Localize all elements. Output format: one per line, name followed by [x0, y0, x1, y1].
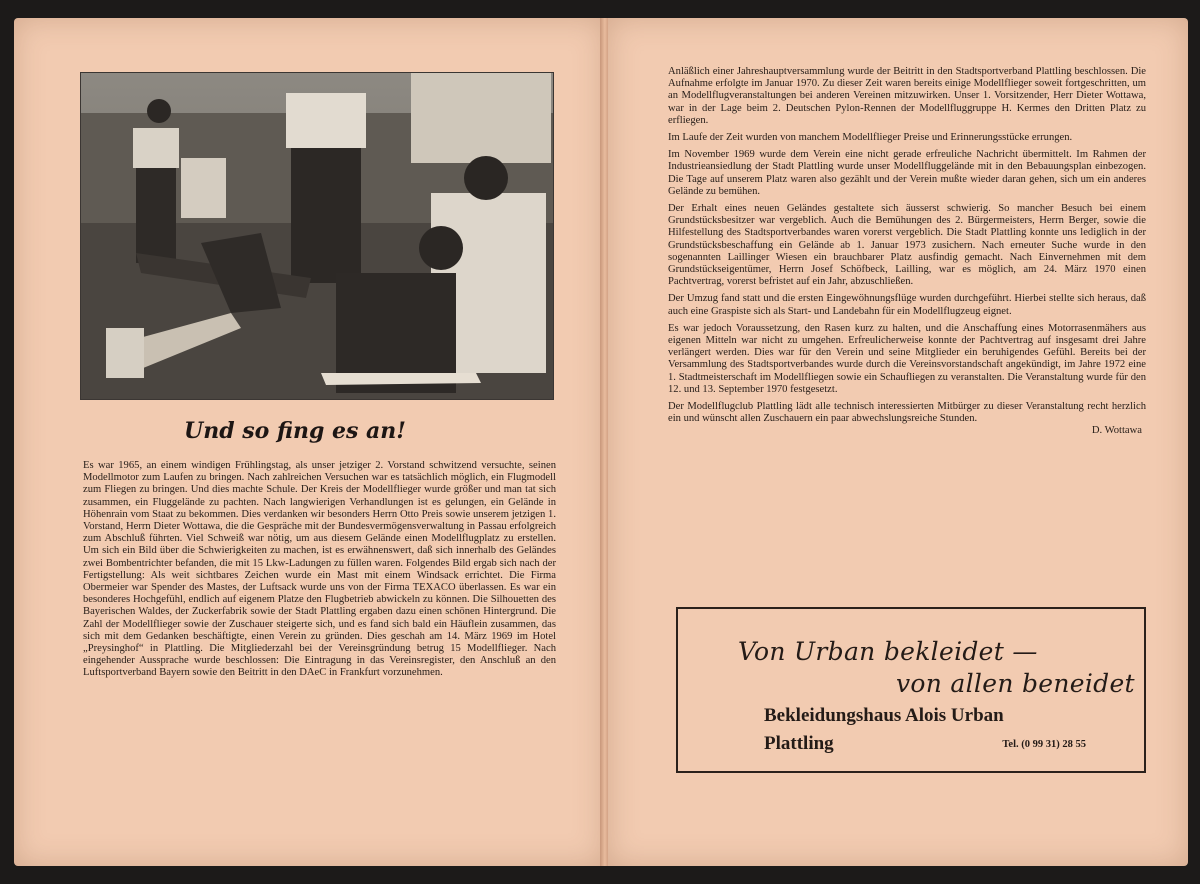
left-body-text [83, 460, 556, 680]
paragraph-1: Anläßlich einer Jahreshauptversammlung wurde der Beitritt in den Stadtsportverband Plattling beschlossen. Die Aufnahme erfolgte im Januar 1970. Zu dieser Zeit waren bereits einige Modellflieger soweit fortgeschritten, um an Modellflugveranstaltungen bei anderen Vereinen mitzuwirken. Unser 1. Vorsitzender, Herr Dieter Wottawa, war in der Lage beim 2. Deutschen Pylon-Rennen der Modellfluggruppe H. Kermes den Dritten Platz zu erfliegen. [668, 66, 1146, 126]
ad-slogan-line1: Von Urban bekleidet — [738, 637, 1038, 666]
paragraph-3: Im November 1969 wurde dem Verein eine nicht gerade erfreuliche Nachricht übermittelt. Im Rahmen der Industrieansiedlung der Stadt Plattling wurde unser Modellfluggelände mit in den Bebauungsplan einbezogen. Die Tage auf unserem Platz waren also gezählt und der Verein mußte wieder daran gehen, sich um ein anderes Gelände zu bemühen. [668, 149, 1146, 197]
ad-slogan-line2: von allen beneidet [896, 669, 1135, 698]
advertisement-box [676, 607, 1146, 773]
paragraph-4: Der Erhalt eines neuen Geländes gestaltete sich äusserst schwierig. So mancher Besuch bei einem Grundstücksbesitzer war vergeblich. Auch die Bemühungen des 2. Bürgermeisters, Herrn Berger, sowie die Hilfestellung des Stadtsportverbandes waren vorerst vergeblich. Die Stadt Plattling konnte uns lediglich in der Grundstücksbeschaffung ein Gelände ab 1. Januar 1973 zusichern. Nach erneuter Suche wurde in den sogenannten Laillinger Wiesen ein brauchbarer Platz ausfindig gemacht. Nach Einvernehmen mit dem Grundstückseigentümer, Herrn Josef Schöfbeck, Lailling, war es möglich, am 24. März 1970 einen Pachtvertrag, vorerst befristet auf ein Jahr, abzuschließen. [668, 203, 1146, 288]
paragraph-6: Es war jedoch Voraussetzung, den Rasen kurz zu halten, und die Anschaffung eines Motorrasenmähers aus eigenen Mitteln war nicht zu umgehen. Erfreulicherweise konnte der Pachtvertrag auf insgesamt drei Jahre verlängert werden. Dies war für den Verein und seine Mitglieder ein beruhigendes Gefühl. Bereits bei der Versammlung des Stadtsportverbandes wurde durch die Vereinsvorstandschaft angekündigt, im Jahre 1972 eine 1. Stadtmeisterschaft im Modellfliegen sowie ein Schaufliegen zu veranstalten. Die Veranstaltung wurde für den 12. und 13. September 1970 festgesetzt. [668, 322, 1146, 395]
ad-city: Plattling [764, 733, 834, 754]
model-airplane-photo [80, 72, 554, 400]
signature: D. Wottawa [1091, 425, 1142, 437]
ad-phone: Tel. (0 99 31) 28 55 [1002, 739, 1086, 750]
left-body-paragraph: Es war 1965, an einem windigen Frühlingstag, als unser jetziger 2. Vorstand schwitzend versuchte, seinen Modellmotor zum Laufen zu bringen. Nach zahlreichen Versuchen war es tatsächlich möglich, ein Flugmodell zum Fliegen zu bringen. Und dies machte Schule. Der Kreis der Modellflieger wurde größer und man tat sich zusammen, ein Fluggelände zu pachten. Nach langwierigen Verhandlungen ist es gelungen, ein Gelände in Höhenrain vom Staat zu bekommen. Dies verdanken wir besonders Herrn Otto Preis sowie unserem jetzigen 1. Vorstand, Herrn Dieter Wottawa, die die Gespräche mit der Bundesvermögensverwaltung in Passau erfolgreich zum Abschluß führten. Viel Schweiß war nötig, um aus diesem Gelände einen Modellflugplatz zu erstellen. Um sich ein Bild über die Schwierigkeiten zu machen, ist es erwähnenswert, daß sich innerhalb des Geländes zwei Bombentrichter befanden, die mit 15 Lkw-Ladungen zu füllen waren. Folgendes Bild ergab sich nach der Fertigstellung: Als weit sichtbares Zeichen wurde ein Mast mit einem Windsack errichtet. Die Firma Obermeier war Spender des Mastes, der Luftsack wurde uns von der Firma TEXACO überlassen. Es war ein besonderes Hochgefühl, endlich auf eigenem Platze den Flugbetrieb abwickeln zu können. Die Silhouetten des Bayerischen Waldes, der Zuckerfabrik sowie der Stadt Plattling ergaben dazu einen schönen Hintergrund. Die Zahl der Modellflieger sowie der Zuschauer steigerte sich, und es fand sich bald ein Häuflein zusammen, das sich mit dem Gedanken beschäftigte, einen Verein zu gründen. Dies geschah am 14. März 1969 im Hotel „Preysinghof“ in Plattling. Die Mitgliederzahl bei der Vereinsgründung betrug 15 Modellflieger. Nach eingehender Aussprache wurde beschlossen: Die Eintragung in das Vereinsregister, den Anschluß an den Luftsportverband Bayern sowie den Beitritt in den DAeC in Frankfurt vorzunehmen. [83, 460, 556, 679]
ad-company-name: Bekleidungshaus Alois Urban [764, 705, 1004, 726]
right-body-text [668, 66, 1146, 438]
paragraph-7: Der Modellflugclub Plattling lädt alle technisch interessierten Mitbürger zu dieser Veranstaltung recht herzlich ein und wünscht allen Zuschauern ein paar abwechslungsreiche Stunden. [668, 401, 1146, 425]
paragraph-2: Im Laufe der Zeit wurden von manchem Modellflieger Preise und Erinnerungsstücke errungen. [668, 132, 1073, 144]
page-title: Und so fing es an! [184, 418, 406, 444]
paragraph-5: Der Umzug fand statt und die ersten Eingewöhnungsflüge wurden durchgeführt. Hierbei stellte sich heraus, daß auch eine Graspiste sich als Start- und Landebahn für ein Modellflugzeug eignet. [668, 293, 1146, 317]
